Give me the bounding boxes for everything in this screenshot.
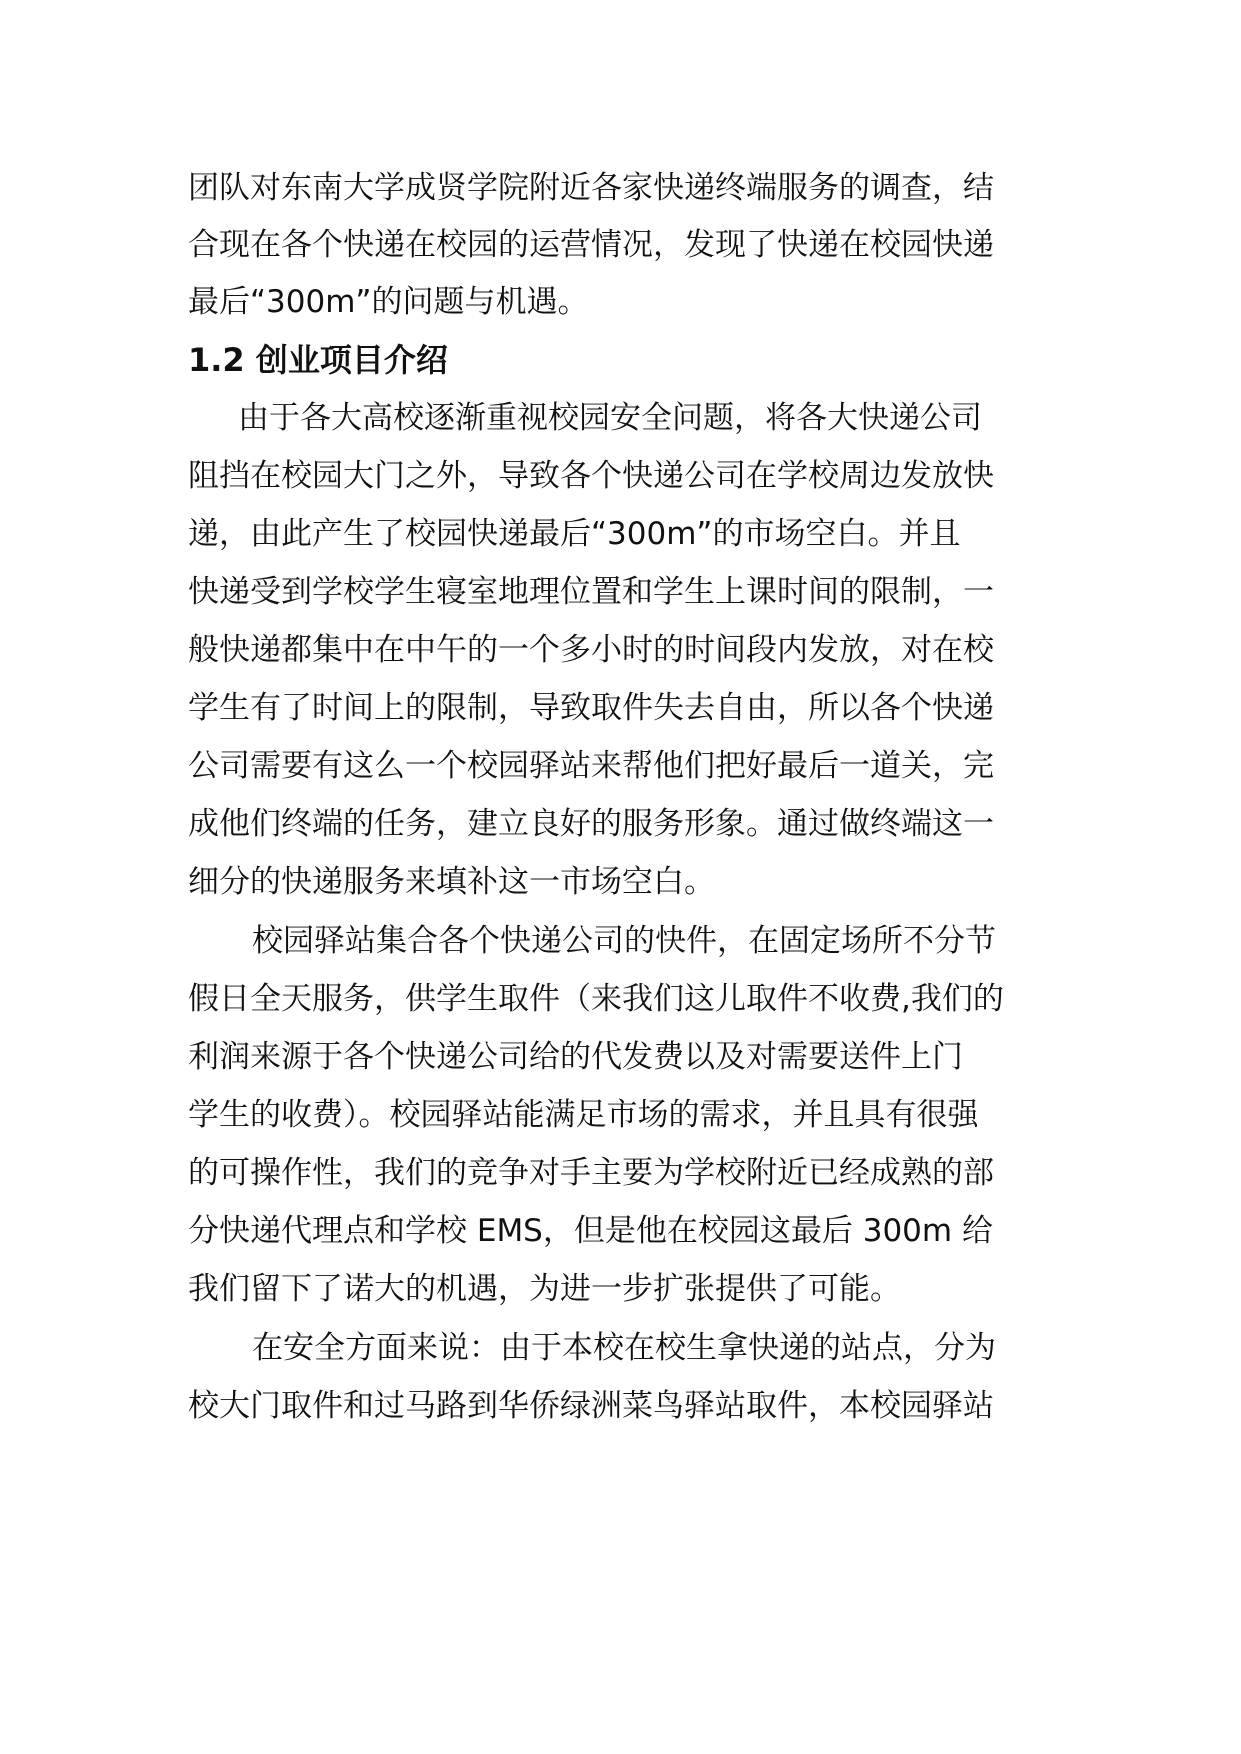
paragraph-2-line-7: 我们留下了诺大的机遇，为进一步扩张提供了可能。	[188, 1271, 901, 1307]
paragraph-2-line-6: 分快递代理点和学校 EMS，但是他在校园这最后 300m 给	[188, 1213, 993, 1249]
paragraph-1-line-6: 学生有了时间上的限制，导致取件失去自由，所以各个快递	[188, 690, 994, 726]
paragraph-3-line-2: 校大门取件和过马路到华侨绿洲菜鸟驿站取件，本校园驿站	[188, 1388, 994, 1424]
paragraph-1-line-9: 细分的快递服务来填补这一市场空白。	[188, 864, 715, 900]
paragraph-1-line-5: 般快递都集中在中午的一个多小时的时间段内发放，对在校	[188, 632, 994, 668]
paragraph-1-line-8: 成他们终端的任务，建立良好的服务形象。通过做终端这一	[188, 806, 994, 842]
paragraph-1-line-1: 由于各大高校逐渐重视校园安全问题，将各大快递公司	[238, 400, 982, 436]
section-heading: 1.2 创业项目介绍	[188, 341, 448, 379]
paragraph-3-line-1: 在安全方面来说：由于本校在校生拿快递的站点，分为	[252, 1330, 996, 1366]
paragraph-2-line-4: 学生的收费）。校园驿站能满足市场的需求，并且具有很强	[188, 1097, 979, 1133]
text-line-1: 团队对东南大学成贤学院附近各家快递终端服务的调查，结	[188, 170, 994, 206]
paragraph-1-line-2: 阻挡在校园大门之外，导致各个快递公司在学校周边发放快	[188, 458, 994, 494]
paragraph-2-line-5: 的可操作性，我们的竞争对手主要为学校附近已经成熟的部	[188, 1155, 994, 1191]
paragraph-2-line-1: 校园驿站集合各个快递公司的快件，在固定场所不分节	[252, 923, 996, 959]
paragraph-1-line-3: 递，由此产生了校园快递最后“300m”的市场空白。并且	[188, 516, 961, 552]
text-line-3: 最后“300m”的问题与机遇。	[188, 284, 589, 320]
paragraph-1-line-4: 快递受到学校学生寝室地理位置和学生上课时间的限制，一	[188, 574, 994, 610]
paragraph-1-line-7: 公司需要有这么一个校园驿站来帮他们把好最后一道关，完	[188, 748, 994, 784]
paragraph-2-line-3: 利润来源于各个快递公司给的代发费以及对需要送件上门	[188, 1039, 963, 1075]
paragraph-2-line-2: 假日全天服务，供学生取件（来我们这儿取件不收费,我们的	[188, 981, 1004, 1017]
text-line-2: 合现在各个快递在校园的运营情况，发现了快递在校园快递	[188, 227, 994, 263]
